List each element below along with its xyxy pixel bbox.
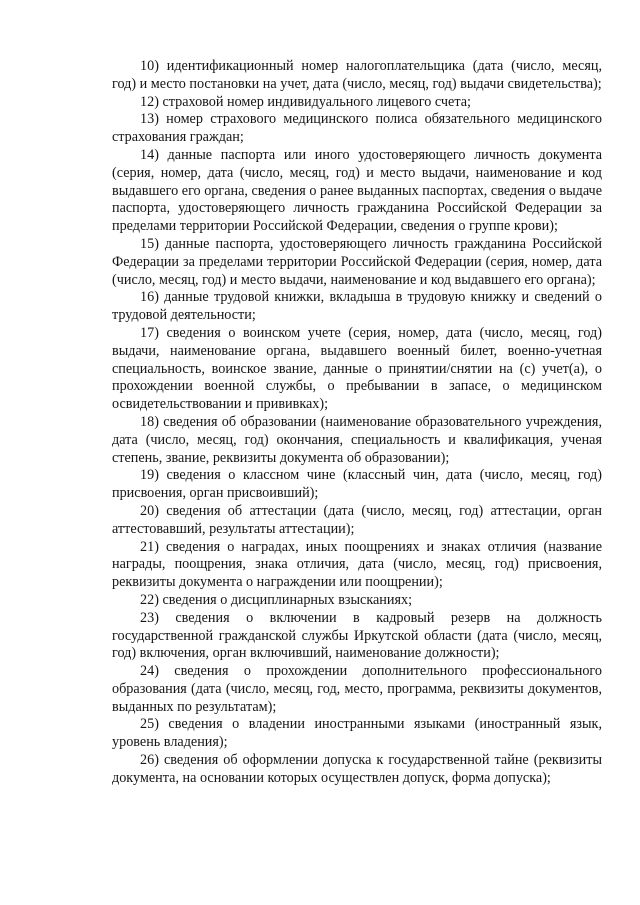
list-item-paragraph: 25) сведения о владении иностранными языками (иностранный язык, уровень владения);: [112, 716, 602, 751]
list-item-paragraph: 10) идентификационный номер налогоплательщика (дата (число, месяц, год) и место постановки на учет, дата (число, месяц, год) выдачи свидетельства);: [112, 58, 602, 92]
list-item-paragraph: 13) номер страхового медицинского полиса обязательного медицинского страхования граждан;: [112, 111, 602, 146]
list-item-paragraph: 12) страховой номер индивидуального лицевого счета;: [140, 93, 471, 110]
list-item-paragraph: 20) сведения об аттестации (дата (число, месяц, год) аттестации, орган аттестовавший, результаты аттестации);: [112, 502, 602, 537]
list-item-paragraph: 22) сведения о дисциплинарных взысканиях;: [140, 591, 413, 608]
list-item-paragraph: 15) данные паспорта, удостоверяющего личность гражданина Российской Федерации за пределами территории Российской Федерации (серия, номер, дата (число, месяц, год) и место выдачи, наименование и код выдавшего его органа);: [112, 235, 602, 288]
list-item-paragraph: 23) сведения о включении в кадровый резерв на должность государственной гражданской службы Иркутской области (дата (число, месяц, год) включения, орган включивший, наименование должности);: [112, 609, 602, 662]
list-item-paragraph: 18) сведения об образовании (наименование образовательного учреждения, дата (число, месяц, год) окончания, специальность и квалификация, ученая степень, звание, реквизиты документа об образовании);: [112, 413, 602, 466]
list-item-paragraph: 21) сведения о наградах, иных поощрениях и знаках отличия (название награды, поощрения, знака отличия, дата (число, месяц, год) присвоения, реквизиты документа о награждении или поощрении);: [112, 538, 602, 591]
list-item-paragraph: 17) сведения о воинском учете (серия, номер, дата (число, месяц, год) выдачи, наименование органа, выдавшего военный билет, военно-учетная специальность, воинское звание, данные о принятии/снятии на (с) учет(а), о прохождении военной службы, о пребывании в запасе, о медицинском освидетельствовании и прививках);: [112, 324, 602, 413]
list-item-paragraph: 24) сведения о прохождении дополнительного профессионального образования (дата (число, месяц, год, место, программа, реквизиты документов, выданных по результатам);: [112, 663, 602, 715]
list-item-paragraph: 26) сведения об оформлении допуска к государственной тайне (реквизиты документа, на основании которых осуществлен допуск, форма допуска);: [112, 752, 602, 786]
list-item-paragraph: 14) данные паспорта или иного удостоверяющего личность документа (серия, номер, дата (число, месяц, год) и место выдачи, наименование и код выдавшего его органа, сведения о ранее выданных паспортах, сведения о выдаче паспорта, удостоверяющего личность гражданина Российской Федерации за пределами территории Российской Федерации, сведения о группе крови);: [112, 146, 602, 235]
document-body: [112, 58, 602, 788]
list-item-paragraph: 16) данные трудовой книжки, вкладыша в трудовую книжку и сведений о трудовой деятельности;: [112, 289, 602, 324]
list-item-paragraph: 19) сведения о классном чине (классный чин, дата (число, месяц, год) присвоения, орган присвоивший);: [112, 467, 602, 502]
